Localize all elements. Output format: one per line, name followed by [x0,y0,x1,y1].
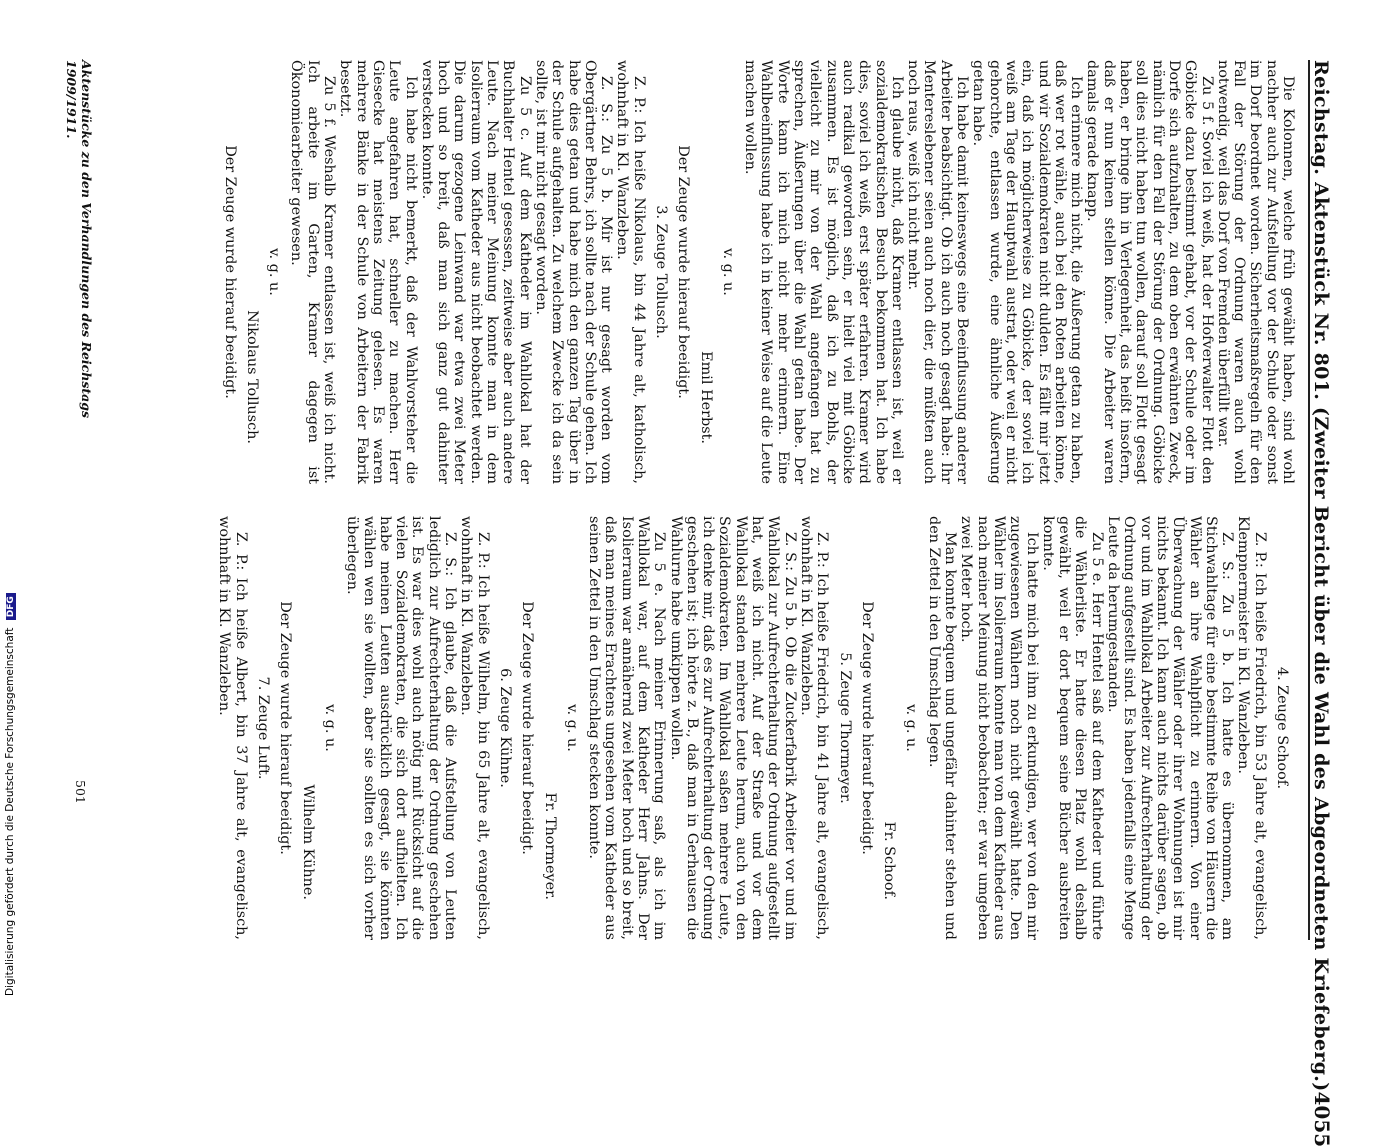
dfg-sidebar [4,600,20,996]
right-column [216,516,1296,940]
paragraph: Zu 5 f. Weshalb Kramer entlassen ist, weiß ich nicht. Ich arbeite im Garten, Kramer dagegen ist Ökonomiearbeiter gewesen. [288,60,337,484]
signature: Nikolaus Tollusch. [244,60,260,484]
paragraph: Z. S.: Zu 5 b. Mir ist nur gesagt worden vom Obergärtner Behrs, ich sollte nach der Schule gehen. Ich habe dies getan und habe mich den ganzen Tag über in der Schule aufgehalten. Zu welchem Zwecke ich da sein sollte, ist mir nicht gesagt worden. [533,60,614,484]
paragraph: Z. P.: Ich heiße Friedrich, bin 53 Jahre alt, evangelisch, Klempnermeister in Kl. Wanzleben. [1235,516,1268,940]
signature: Fr. Thormeyer. [541,516,557,940]
footer-page-number: 501 [73,780,88,804]
centered-line: v. g. u. [564,516,580,940]
paragraph: Z. P.: Ich heiße Wilhelm, bin 65 Jahre alt, evangelisch, wohnhaft in Kl. Wanzleben. [458,516,491,940]
centered-line: 6. Zeuge Kühne. [497,516,513,940]
centered-line: 4. Zeuge Schoof. [1274,516,1290,940]
paragraph: Zu 5 f. Soviel ich weiß, hat der Hofverwalter Flott den Göbicke dazu bestimmt gehabt, vor der Schule oder im Dorfe sich aufzuhalten, zu dem oben erwähnten Zweck, nämlich für den Fall der Störung der Ordnung. Göbicke soll dies nicht haben tun wollen, darauf soll Flott gesagt haben, er bringe ihn in Verlegenheit, das heißt insofern, daß er nun keinen stellen könne. Die Arbeiter waren damals gerade knapp. [1084,60,1214,484]
dfg-note: Digitalisierung gefördert durch die Deutsche Forschungsgemeinschaft [4,628,16,996]
paragraph: Z. S.: Zu 5 b. Ich hatte es übernommen, am Stichwahltage für eine bestimmte Reihe von Häusern die Wähler an ihre Wahlpflicht zu erinnern. Von einer Überwachung der Wähler oder ihrer Wohnungen ist mir nichts bekannt. Ich kann auch nichts darüber sagen, ob vor und im Wahllokal Arbeiter zur Aufrechterhaltung der Ordnung aufgestellt sind. Es haben jedenfalls eine Menge Leute da herumgestanden. [1105,516,1235,940]
paragraph: Z. S.: Ich glaube, daß die Aufstellung von Leuten lediglich zur Aufrechterhaltung der Ordnung geschehen ist. Es war dies wohl auch nötig mit Rücksicht auf die vielen Sozialdemokraten, die sich dort aufhielten. Ich habe meinen Leuten ausdrücklich gesagt, sie könnten wählen wen sie wollten, aber sie sollten es sich vorher überlegen. [344,516,458,940]
paragraph: Die Kolonnen, welche früh gewählt haben, sind wohl nachher auch zur Aufstellung vor der Schule oder sonst im Dorf beordnet worden. Sicherheitsmaßregeln für den Fall der Störung der Ordnung waren auch wohl notwendig, weil das Dorf von Fremden überfüllt war. [1215,60,1296,484]
paragraph: Z. S.: Zu 5 b. Ob die Zuckerfabrik Arbeiter vor und im Wahllokal zur Aufrechterhaltung der Ordnung aufgestellt hat, weiß ich nicht. Auf der Straße und vor dem Wahllokal standen mehrere Leute herum, auch von den Sozialdemokraten. Im Wahllokal saßen mehrere Leute, ich denke mir, daß es zur Aufrechterhaltung der Ordnung geschehen ist; ich hörte z. B., daß man in Gerhausen die Wahlurne habe umkippen wollen. [667,516,797,940]
paragraph: Z. P.: Ich heiße Friedrich, bin 41 Jahre alt, evangelisch, wohnhaft in Kl. Wanzleben. [798,516,831,940]
header-page-number: 4055 [1310,1092,1334,1147]
centered-line: v. g. u. [903,516,919,940]
dfg-logo: DFG [6,593,16,620]
paragraph: Zu 5 e. Nach meiner Erinnerung saß, als ich im Wahllokal war, auf dem Katheder Herr Jahns. Der Isolierraum war annähernd zwei Meter hoch und so breit, daß man meines Erachtens ungesehen vom Katheder aus seinen Zettel in den Umschlag stecken konnte. [586,516,667,940]
paragraph: Z. P.: Ich heiße Albert, bin 37 Jahre alt, evangelisch, wohnhaft in Kl. Wanzleben. [216,516,249,940]
centered-line: Der Zeuge wurde hierauf beeidigt. [675,60,691,484]
centered-line: Der Zeuge wurde hierauf beeidigt. [277,516,293,940]
left-column [215,60,1296,484]
paragraph: Ich erinnere mich nicht, die Äußerung getan zu haben, daß wer rot wähle, auch bei den Roten arbeiten könne, und wir Sozialdemokraten nicht dulden. Es fällt mir jetzt ein, daß ich möglicherweise zu Göbicke, der soviel ich weiß am Tage der Hauptwahl austrat, oder weil er nicht gehorchte, entlassen wurde, eine ähnliche Äußerung getan habe. [970,60,1084,484]
centered-line: v. g. u. [720,60,736,484]
paragraph: Ich habe damit keineswegs eine Beeinflussung anderer Arbeiter beabsichtigt. Ob ich auch noch gesagt habe: Ihr Mentereslebener seien auch noch dier, die müßten auch noch raus, weiß ich nicht mehr. [905,60,970,484]
paragraph: Zu 5 e. Herr Hentel saß auf dem Katheder und führte die Wählerliste. Er hatte diesen Platz wohl deshalb gewählt, weil er dort bequem seine Bücher ausbreiten konnte. [1040,516,1105,940]
signature: Emil Herbst. [697,60,713,484]
paragraph: Man konnte bequem und ungefähr dahinter stehen und den Zettel in den Umschlag legen. [925,516,958,940]
centered-line: Der Zeuge wurde hierauf beeidigt. [221,60,237,484]
centered-line: v. g. u. [322,516,338,940]
centered-line: Der Zeuge wurde hierauf beeidigt. [519,516,535,940]
paragraph: Z. P.: Ich heiße Nikolaus, bin 44 Jahre alt, katholisch, wohnhaft in Kl. Wanzleben. [614,60,647,484]
footer-note: Aktenstücke zu den Verhandlungen des Reichstags 1909/1911. [64,60,94,500]
centered-line: Der Zeuge wurde hierauf beeidigt. [859,516,875,940]
centered-line: v. g. u. [266,60,282,484]
paragraph: Ich hatte mich bei ihm zu erkundigen, wer von den mir zugewiesenen Wählern noch nicht gewählt hatte. Den Wähler im Isolierraum konnte man von dem Katheder aus nach meiner Meinung nicht beobachten; er war umgeben zwei Meter hoch. [958,516,1039,940]
paragraph: Ich glaube nicht, daß Kramer entlassen ist, weil er sozialdemokratischen Besuch bekommen hat. Ich habe dies, soviel ich weiß, erst später erfahren. Kramer wird auch radikal geworden sein, er hielt viel mit Göbicke zusammen. Es ist möglich, daß ich zu Bohls, der vielleicht zu mir von der Wahl angefangen hat zu sprechen, Äußerungen über die Wahl getan habe. Der Worte kann ich mich nicht mehr erinnern. Eine Wahlbeeinflussung habe ich in keiner Weise auf die Leute machen wollen. [742,60,905,484]
centered-line: 5. Zeuge Thormeyer. [836,516,852,940]
page-header [1308,60,1344,940]
centered-line: 7. Zeuge Luft. [255,516,271,940]
paragraph: Zu 5 c. Auf dem Katheder im Wahllokal hat der Buchhalter Hentel gesessen, zeitweise aber auch andere Leute. Nach meiner Meinung konnte man in dem Isolierraum vom Katheder aus nicht beobachtet werden. Die darum gezogene Leinwand war etwa zwei Meter hoch und so breit, daß man sich ganz gut dahinter verstecken konnte. [419,60,533,484]
paragraph: Ich habe nicht bemerkt, daß der Wahlvorsteher die Leute angefahren hat, schneller zu machen. Herr Giesecke hat meistens Zeitung gelesen. Es waren mehrere Bänke in der Schule von Arbeitern der Fabrik besetzt. [337,60,418,484]
header-title: Reichstag. Aktenstück Nr. 801. (Zweiter Bericht über die Wahl des Abgeordneten Kriefeberg.) [1310,60,1332,1092]
centered-line: 3. Zeuge Tollusch. [653,60,669,484]
signature: Fr. Schoof. [881,516,897,940]
signature: Wilhelm Kühne. [299,516,315,940]
